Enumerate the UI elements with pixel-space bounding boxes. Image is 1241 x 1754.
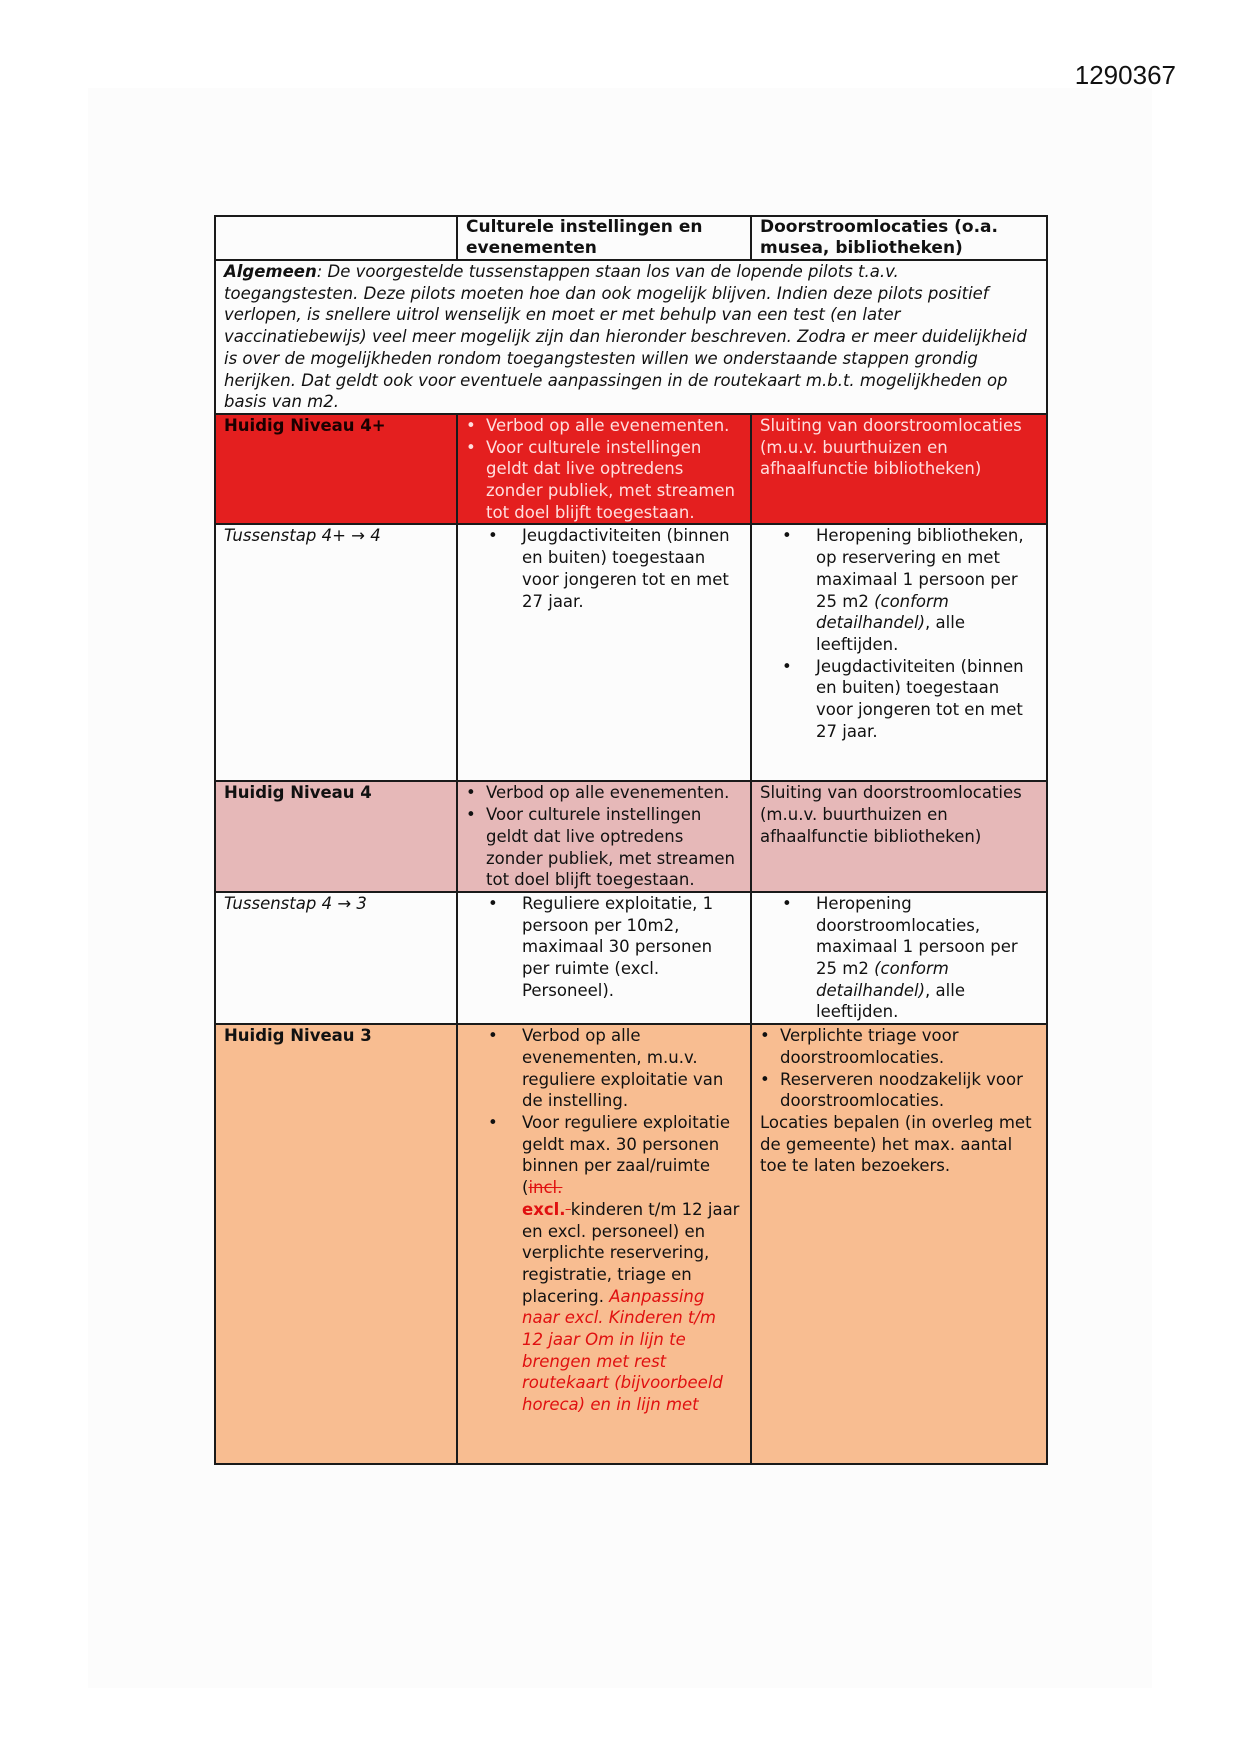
list-item: • Reserveren noodzakelijk voor doorstroomlocaties.: [760, 1069, 1038, 1112]
row-niveau-4: [215, 781, 1047, 892]
item-text: kinderen t/m 12 jaar en excl. personeel) en verplichte reservering, registratie, triage en placering.: [522, 1199, 740, 1306]
row-step-4plus-4: [215, 524, 1047, 781]
cultural-cell: [457, 781, 751, 892]
item-italic: (conform detailhandel): [816, 959, 949, 1000]
cultural-cell: [457, 524, 751, 781]
list-item: [522, 1112, 742, 1416]
deleted-text: incl.: [528, 1178, 563, 1198]
row-label: Tussenstap 4+ → 4: [215, 524, 457, 781]
cultural-cell: [457, 892, 751, 1024]
table-header-row: [215, 216, 1047, 260]
row-niveau-3: [215, 1024, 1047, 1464]
flow-cell: [751, 524, 1047, 781]
flow-note: Locaties bepalen (in overleg met de gemeente) het max. aantal toe te laten bezoekers.: [760, 1112, 1032, 1176]
header-flow-locations: Doorstroomlocaties (o.a. musea, bibliotheken): [751, 216, 1047, 260]
row-niveau-4plus: [215, 414, 1047, 525]
list-item: • Jeugdactiviteiten (binnen en buiten) toegestaan voor jongeren tot en met 27 jaar.: [816, 656, 1038, 743]
flow-cell: Sluiting van doorstroomlocaties (m.u.v. buurthuizen en afhaalfunctie bibliotheken): [751, 414, 1047, 525]
item-text: Voor reguliere exploitatie geldt max. 30 personen binnen per zaal/ruimte (: [522, 1112, 731, 1198]
measures-table: [214, 215, 1048, 1465]
flow-cell: [751, 892, 1047, 1024]
flow-cell: [751, 1024, 1047, 1464]
list-item: • Verbod op alle evenementen.: [466, 782, 742, 804]
item-text: Heropening bibliotheken, op reservering en met maximaal 1 persoon per 25 m2: [816, 526, 1024, 611]
intro-row: [215, 260, 1047, 414]
cultural-cell: [457, 1024, 751, 1464]
row-step-4-3: [215, 892, 1047, 1024]
list-item: [816, 525, 1038, 655]
list-item: • Voor culturele instellingen geldt dat live optredens zonder publiek, met streamen tot doel blijft toegestaan.: [466, 437, 742, 524]
row-label: Huidig Niveau 3: [215, 1024, 457, 1464]
revision-comment: Aanpassing naar excl. Kinderen t/m 12 jaar Om in lijn te brengen met rest routekaart (bijvoorbeeld horeca) en in lijn met: [522, 1286, 723, 1415]
list-item: • Voor culturele instellingen geldt dat live optredens zonder publiek, met streamen tot doel blijft toegestaan.: [466, 804, 742, 891]
intro-lead: Algemeen: [224, 262, 317, 281]
flow-cell: Sluiting van doorstroomlocaties (m.u.v. buurthuizen en afhaalfunctie bibliotheken): [751, 781, 1047, 892]
row-label: Huidig Niveau 4: [215, 781, 457, 892]
inserted-text: excl.: [522, 1199, 566, 1219]
row-label: Tussenstap 4 → 3: [215, 892, 457, 1024]
header-empty-cell: [215, 216, 457, 260]
item-text: Heropening doorstroomlocaties, maximaal 1 persoon per 25 m2: [816, 893, 1018, 979]
document-id: 1290367: [1074, 60, 1176, 90]
list-item: [816, 893, 1038, 1023]
intro-text: : De voorgestelde tussenstappen staan los van de lopende pilots t.a.v. toegangstesten. Deze pilots moeten hoe dan ook mogelijk blijven. Indien deze pilots positief verlopen, is snellere uitrol wenselijk en moet er met behulp van een test (en later vaccinatiebewijs) veel meer mogelijk zijn dan hieronder beschreven. Zodra er meer duidelijkheid is over de mogelijkheden rondom toegangstesten willen we onderstaande stappen grondig herijken. Dat geldt ook voor eventuele aanpassingen in de routekaart m.b.t. mogelijkheden op basis van m2.: [224, 262, 1027, 412]
item-text: , alle leeftijden.: [816, 613, 965, 654]
cultural-cell: [457, 414, 751, 525]
list-item: • Reguliere exploitatie, 1 persoon per 10m2, maximaal 30 personen per ruimte (excl. Personeel).: [522, 893, 742, 1002]
intro-cell: [215, 260, 1047, 414]
item-italic: (conform detailhandel): [816, 591, 949, 633]
row-label: Huidig Niveau 4+: [215, 414, 457, 525]
header-cultural: Culturele instellingen en evenementen: [457, 216, 751, 260]
item-text: , alle leeftijden.: [816, 980, 965, 1022]
list-item: • Verbod op alle evenementen.: [466, 415, 742, 437]
list-item: • Verbod op alle evenementen, m.u.v. reguliere exploitatie van de instelling.: [522, 1025, 742, 1112]
list-item: • Jeugdactiviteiten (binnen en buiten) toegestaan voor jongeren tot en met 27 jaar.: [522, 525, 742, 612]
list-item: • Verplichte triage voor doorstroomlocaties.: [760, 1025, 1038, 1068]
